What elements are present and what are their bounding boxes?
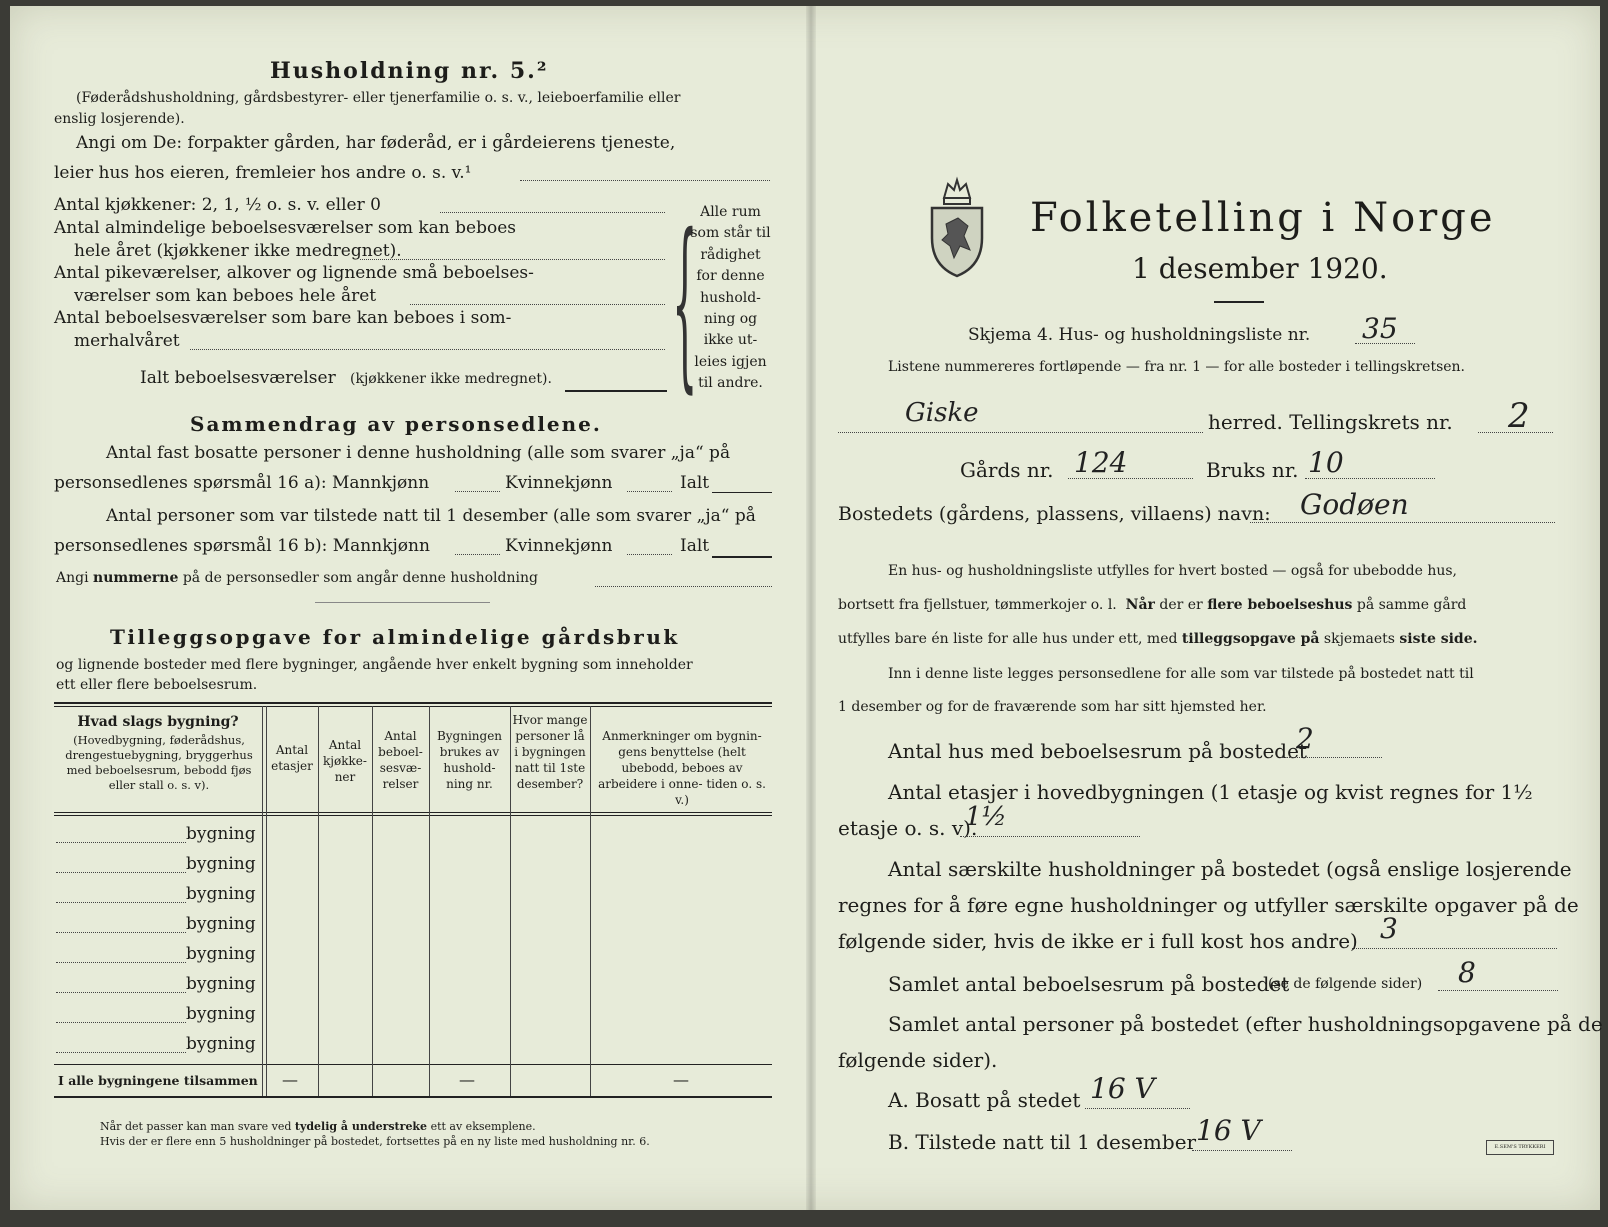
tillegg-line-1: og lignende bosteder med flere bygninger, angående hver enkelt bygning som inneholder bbox=[56, 657, 693, 673]
row-label: bygning bbox=[186, 854, 256, 874]
rooms-dots bbox=[360, 259, 665, 260]
household-title: Husholdning nr. 5.² bbox=[270, 58, 549, 84]
samlet-rum-line bbox=[1438, 990, 1558, 991]
intro-line-2: enslig losjerende). bbox=[54, 111, 185, 127]
a-value[interactable]: 16 V bbox=[1090, 1072, 1155, 1105]
summer-rooms-dots bbox=[190, 349, 665, 350]
etasjer-line bbox=[960, 836, 1140, 837]
gards-nr-value[interactable]: 124 bbox=[1074, 446, 1128, 479]
total-2-line bbox=[712, 556, 772, 558]
row-label: bygning bbox=[186, 1034, 256, 1054]
maid-rooms-label-2: værelser som kan beboes hele året bbox=[74, 286, 377, 306]
intro-line-1: (Føderådshusholdning, gårdsbestyrer- eller tjenerfamilie o. s. v., leieboerfamilie eller bbox=[76, 90, 681, 106]
row-input[interactable] bbox=[56, 872, 186, 873]
skjema-label: Skjema 4. Hus- og husholdningsliste nr. bbox=[968, 325, 1311, 345]
total-2-label: Ialt bbox=[680, 536, 710, 556]
hus-line bbox=[1282, 757, 1382, 758]
female-1-label: Kvinnekjønn bbox=[505, 473, 613, 493]
divider bbox=[315, 602, 490, 603]
summary-line-2: personsedlenes spørsmål 16 a): Mannkjønn bbox=[54, 473, 430, 493]
etasjer-value[interactable]: 1½ bbox=[965, 802, 1007, 832]
th-remarks: Anmerkninger om bygnin- gens benyttelse (helt ubebodd, beboes av arbeidere i onne- tiden o. s. v.) bbox=[598, 729, 766, 807]
gards-label: Gårds nr. bbox=[960, 458, 1054, 482]
female-2-label: Kvinnekjønn bbox=[505, 536, 613, 556]
th-persons: Hvor mange personer lå i bygningen natt til 1ste desember? bbox=[512, 713, 588, 791]
row-label: bygning bbox=[186, 884, 256, 904]
samlet-pers-line-1: Samlet antal personer på bostedet (efter husholdningsopgavene på de bbox=[888, 1012, 1603, 1036]
female-1-line bbox=[627, 491, 672, 492]
angi-numbers-answer bbox=[595, 586, 772, 587]
ialt-rooms-label: Ialt beboelsesværelser bbox=[140, 368, 336, 388]
kitchens-label: Antal kjøkkener: 2, 1, ½ o. s. v. eller 0 bbox=[54, 195, 381, 215]
krets-nr-line bbox=[1478, 432, 1553, 433]
summary-line-1: Antal fast bosatte personer i denne husholdning (alle som svarer „ja“ på bbox=[106, 443, 731, 463]
liste-nr-line bbox=[1355, 343, 1415, 344]
th-household: Bygningen brukes av hushold- ning nr. bbox=[436, 729, 503, 791]
male-2-line bbox=[455, 554, 500, 555]
sarskilte-answer-line bbox=[1352, 948, 1557, 949]
male-1-line bbox=[455, 491, 500, 492]
sarskilte-line-1: Antal særskilte husholdninger på bostedet (også enslige losjerende bbox=[888, 857, 1572, 881]
kitchens-dots bbox=[440, 212, 665, 213]
col-divider bbox=[266, 706, 267, 1096]
maid-rooms-dots bbox=[410, 304, 665, 305]
rooms-label-1: Antal almindelige beboelsesværelser som kan beboes bbox=[54, 218, 516, 238]
th-building-desc: (Hovedbygning, føderådshus, drengestuebygning, bryggerhus med beboelsesrum, bebodd fjøs eller stall o. s. v). bbox=[65, 733, 253, 792]
col-divider bbox=[262, 706, 263, 1096]
krets-nr-value[interactable]: 2 bbox=[1508, 396, 1530, 436]
samlet-pers-line-2: følgende sider). bbox=[838, 1048, 998, 1072]
ialt-rooms-note: (kjøkkener ikke medregnet). bbox=[350, 371, 552, 387]
a-line bbox=[1085, 1108, 1190, 1109]
samlet-rum-label: Samlet antal beboelsesrum på bostedet bbox=[888, 972, 1290, 996]
summary-line-3: Antal personer som var tilstede natt til 1 desember (alle som svarer „ja“ på bbox=[106, 506, 756, 526]
total-row-label: I alle bygningene tilsammen bbox=[58, 1073, 258, 1088]
etasjer-line-2: etasje o. s. v). bbox=[838, 816, 978, 840]
b-value[interactable]: 16 V bbox=[1196, 1114, 1261, 1147]
sarskilte-line-3: følgende sider, hvis de ikke er i full kost hos andre) bbox=[838, 929, 1358, 953]
ialt-answer-line bbox=[565, 390, 667, 392]
b-line bbox=[1192, 1150, 1292, 1151]
table-head-rule bbox=[54, 812, 772, 813]
total-1-line bbox=[712, 492, 772, 493]
sarskilte-line-2: regnes for å føre egne husholdninger og utfyller særskilte opgaver på de bbox=[838, 893, 1579, 917]
samlet-rum-note: (se de følgende sider) bbox=[1268, 976, 1423, 992]
census-date: 1 desember 1920. bbox=[1132, 252, 1388, 285]
samlet-rum-value[interactable]: 8 bbox=[1458, 956, 1476, 989]
total-1-label: Ialt bbox=[680, 473, 710, 493]
bosted-value[interactable]: Godøen bbox=[1300, 488, 1409, 521]
row-label: bygning bbox=[186, 974, 256, 994]
th-building-type: Hvad slags bygning? bbox=[77, 714, 239, 730]
angi-numbers-line: Angi nummerne på de personsedler som angår denne husholdning bbox=[56, 570, 538, 586]
col-divider bbox=[318, 706, 319, 1096]
bruks-nr-value[interactable]: 10 bbox=[1308, 446, 1344, 479]
instruction-1-line-3: utfylles bare én liste for alle hus under ett, med tilleggsopgave på skjemaets siste side. bbox=[838, 631, 1478, 647]
hus-label: Antal hus med beboelsesrum på bostedet bbox=[888, 739, 1307, 763]
angi-line-1: Angi om De: forpakter gården, har føderåd, er i gårdeierens tjeneste, bbox=[76, 133, 676, 153]
total-floors-dash: — bbox=[282, 1070, 298, 1089]
th-rooms: Antal beboel- sesvæ- relser bbox=[378, 729, 423, 791]
col-divider bbox=[429, 706, 430, 1096]
angi-line-2: leier hus hos eieren, fremleier hos andre o. s. v.¹ bbox=[54, 163, 472, 183]
hus-value[interactable]: 2 bbox=[1296, 722, 1314, 755]
instruction-1-line-2: bortsett fra fjellstuer, tømmerkojer o. l. Når der er flere beboelseshus på samme gård bbox=[838, 597, 1467, 613]
bruks-nr-line bbox=[1305, 478, 1435, 479]
bruks-label: Bruks nr. bbox=[1206, 458, 1299, 482]
row-input[interactable] bbox=[56, 932, 186, 933]
b-label: B. Tilstede natt til 1 desember bbox=[888, 1130, 1197, 1154]
brace-note: Alle rum som står til rådighet for denne hushold- ning og ikke ut- leies igjen til andre. bbox=[690, 204, 771, 392]
printer-stamp: E.SEM'S TRYKKERI bbox=[1486, 1140, 1554, 1155]
th-kitchens: Antal kjøkke- ner bbox=[323, 738, 367, 784]
summary-line-4: personsedlenes spørsmål 16 b): Mannkjønn bbox=[54, 536, 430, 556]
row-label: bygning bbox=[186, 944, 256, 964]
a-label: A. Bosatt på stedet bbox=[888, 1088, 1081, 1112]
instruction-1-line-1: En hus- og husholdningsliste utfylles for hvert bosted — også for ubebodde hus, bbox=[888, 563, 1457, 579]
rooms-label-2: hele året (kjøkkener ikke medregnet). bbox=[74, 241, 402, 261]
brace-icon: { bbox=[672, 200, 698, 412]
row-input[interactable] bbox=[56, 1052, 186, 1053]
angi-answer-line bbox=[520, 180, 770, 181]
summer-rooms-label-2: merhalvåret bbox=[74, 331, 180, 351]
row-input[interactable] bbox=[56, 962, 186, 963]
th-floors: Antal etasjer bbox=[271, 743, 313, 773]
row-label: bygning bbox=[186, 1004, 256, 1024]
gards-nr-line bbox=[1068, 478, 1193, 479]
liste-nr-value[interactable]: 35 bbox=[1362, 312, 1398, 345]
col-divider bbox=[590, 706, 591, 1096]
total-household-dash: — bbox=[459, 1070, 475, 1089]
summer-rooms-label-1: Antal beboelsesværelser som bare kan beboes i som- bbox=[54, 308, 512, 328]
bosted-line bbox=[1250, 522, 1555, 523]
title-rule bbox=[1214, 301, 1264, 303]
footnote-1: Når det passer kan man svare ved tydelig å understreke ett av eksemplene. bbox=[100, 1120, 536, 1133]
row-input[interactable] bbox=[56, 1022, 186, 1023]
summary-title: Sammendrag av personsedlene. bbox=[190, 412, 602, 436]
maid-rooms-label-1: Antal pikeværelser, alkover og lignende små beboelses- bbox=[54, 263, 534, 283]
female-2-line bbox=[627, 554, 672, 555]
herred-line bbox=[838, 432, 1203, 433]
etasjer-line-1: Antal etasjer i hovedbygningen (1 etasje og kvist regnes for 1½ bbox=[888, 780, 1533, 804]
col-divider bbox=[372, 706, 373, 1096]
footnote-2: Hvis der er flere enn 5 husholdninger på bostedet, fortsettes på en ny liste med husholdning nr. 6. bbox=[100, 1135, 650, 1148]
tillegg-title: Tilleggsopgave for almindelige gårdsbruk bbox=[110, 625, 680, 649]
sarskilte-value[interactable]: 3 bbox=[1380, 912, 1398, 945]
table-top-rule-2 bbox=[54, 706, 772, 707]
bosted-label: Bostedets (gårdens, plassens, villaens) navn: bbox=[838, 503, 1271, 525]
row-label: bygning bbox=[186, 824, 256, 844]
tillegg-line-2: ett eller flere beboelsesrum. bbox=[56, 677, 258, 693]
table-head-rule-2 bbox=[54, 815, 772, 816]
row-input[interactable] bbox=[56, 902, 186, 903]
row-input[interactable] bbox=[56, 842, 186, 843]
table-total-rule bbox=[54, 1064, 772, 1065]
table-top-rule bbox=[54, 702, 772, 704]
instruction-2-line-1: Inn i denne liste legges personsedlene for alle som var tilstede på bostedet natt til bbox=[888, 666, 1474, 682]
herred-label: herred. Tellingskrets nr. bbox=[1208, 410, 1453, 434]
herred-value[interactable]: Giske bbox=[905, 398, 979, 428]
listene-note: Listene nummereres fortløpende — fra nr. 1 — for alle bosteder i tellingskretsen. bbox=[888, 359, 1466, 375]
row-input[interactable] bbox=[56, 992, 186, 993]
coat-of-arms-icon bbox=[928, 176, 986, 280]
table-bottom-rule bbox=[54, 1096, 772, 1098]
col-divider bbox=[510, 706, 511, 1096]
total-remarks-dash: — bbox=[673, 1070, 689, 1089]
instruction-2-line-2: 1 desember og for de fraværende som har sitt hjemsted her. bbox=[838, 699, 1267, 715]
main-title: Folketelling i Norge bbox=[1030, 195, 1496, 241]
page-fold bbox=[806, 6, 816, 1210]
row-label: bygning bbox=[186, 914, 256, 934]
